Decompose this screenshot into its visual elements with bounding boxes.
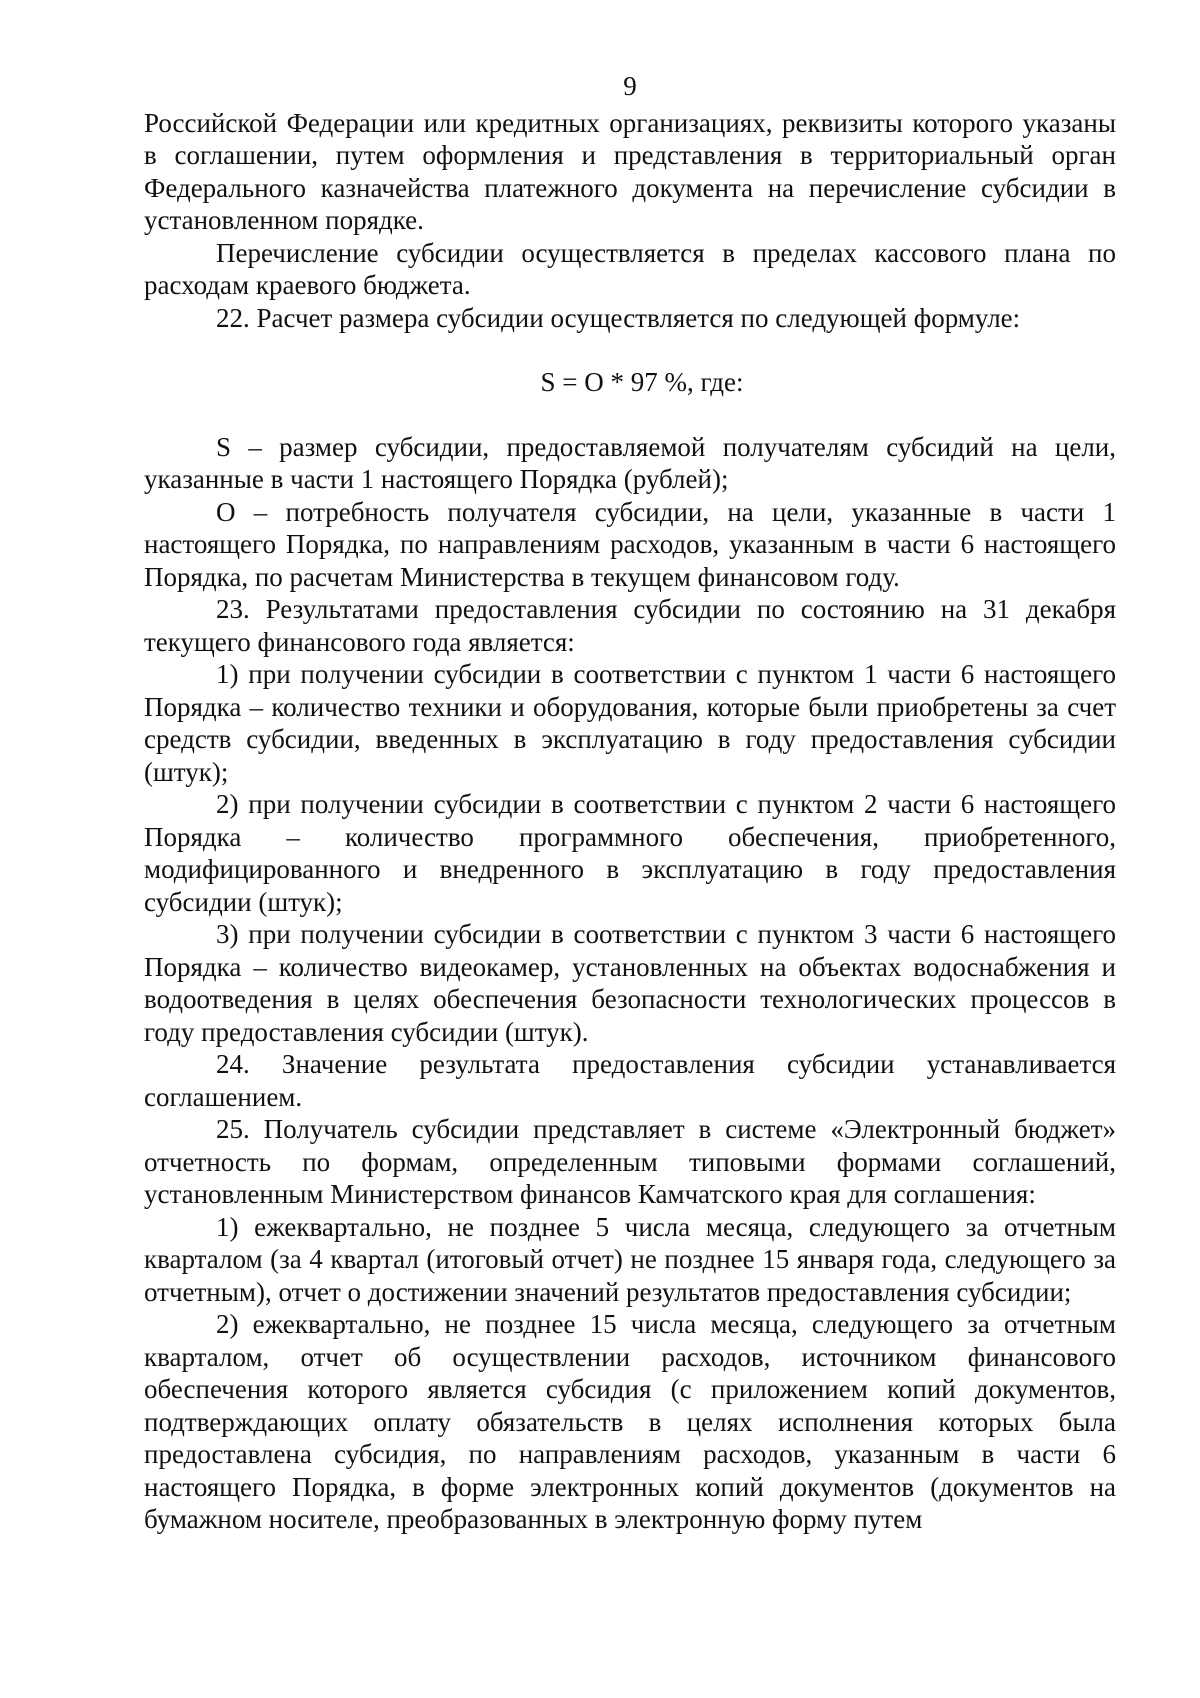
paragraph-23-item-2: 2) при получении субсидии в соответствии с пунктом 2 части 6 настоящего Порядка – количество программного обеспечения, приобретенного, модифицированного и внедренного в эксплуатацию в году предоставления субсидии (штук); <box>144 789 1116 917</box>
paragraph-24: 24. Значение результата предоставления субсидии устанавливается соглашением. <box>144 1049 1116 1112</box>
paragraph-23-item-1: 1) при получении субсидии в соответствии с пунктом 1 части 6 настоящего Порядка – количество техники и оборудования, которые были приобретены за счет средств субсидии, введенных в эксплуатацию в году предоставления субсидии (штук); <box>144 659 1116 787</box>
paragraph-25-item-2: 2) ежеквартально, не позднее 15 числа месяца, следующего за отчетным кварталом, отчет об осуществлении расходов, источником финансового обеспечения которого является субсидия (с приложением копий документов, подтверждающих оплату обязательств в целях исполнения которых была предоставлена субсидия, по направлениям расходов, указанным в части 6 настоящего Порядка, в форме электронных копий документов (документов на бумажном носителе, преобразованных в электронную форму путем <box>144 1309 1116 1534</box>
formula: S = O * 97 %, где: <box>540 367 744 397</box>
paragraphs-before-formula <box>144 107 1116 335</box>
paragraph-22: 22. Расчет размера субсидии осуществляется по следующей формуле: <box>216 302 1021 333</box>
document-page <box>144 70 1116 1536</box>
paragraph-s-definition: S – размер субсидии, предоставляемой получателям субсидий на цели, указанные в части 1 настоящего Порядка (рублей); <box>144 431 1116 494</box>
paragraph-transfer-limits: Перечисление субсидии осуществляется в пределах кассового плана по расходам краевого бюджета. <box>144 237 1116 300</box>
paragraphs-after-formula <box>144 431 1116 1536</box>
paragraph-23: 23. Результатами предоставления субсидии по состоянию на 31 декабря текущего финансового года является: <box>144 594 1116 657</box>
paragraph-23-item-3: 3) при получении субсидии в соответствии с пунктом 3 части 6 настоящего Порядка – количество видеокамер, установленных на объектах водоснабжения и водоотведения в целях обеспечения безопасности технологических процессов в году предоставления субсидии (штук). <box>144 919 1116 1047</box>
paragraph-25: 25. Получатель субсидии представляет в системе «Электронный бюджет» отчетность по формам, определенным типовыми формами соглашений, установленным Министерством финансов Камчатского края для соглашения: <box>144 1114 1116 1209</box>
paragraph-o-definition: O – потребность получателя субсидии, на цели, указанные в части 1 настоящего Порядка, по направлениям расходов, указанным в части 6 настоящего Порядка, по расчетам Министерства в текущем финансовом году. <box>144 496 1116 592</box>
paragraph-25-item-1: 1) ежеквартально, не позднее 5 числа месяца, следующего за отчетным кварталом (за 4 квартал (итоговый отчет) не позднее 15 января года, следующего за отчетным), отчет о достижении значений результатов предоставления субсидии; <box>144 1211 1116 1307</box>
paragraph-continuation: Российской Федерации или кредитных организациях, реквизиты которого указаны в соглашении, путем оформления и представления в территориальный орган Федерального казначейства платежного документа на перечисление субсидии в установленном порядке. <box>144 107 1116 235</box>
page-number: 9 <box>623 71 637 101</box>
